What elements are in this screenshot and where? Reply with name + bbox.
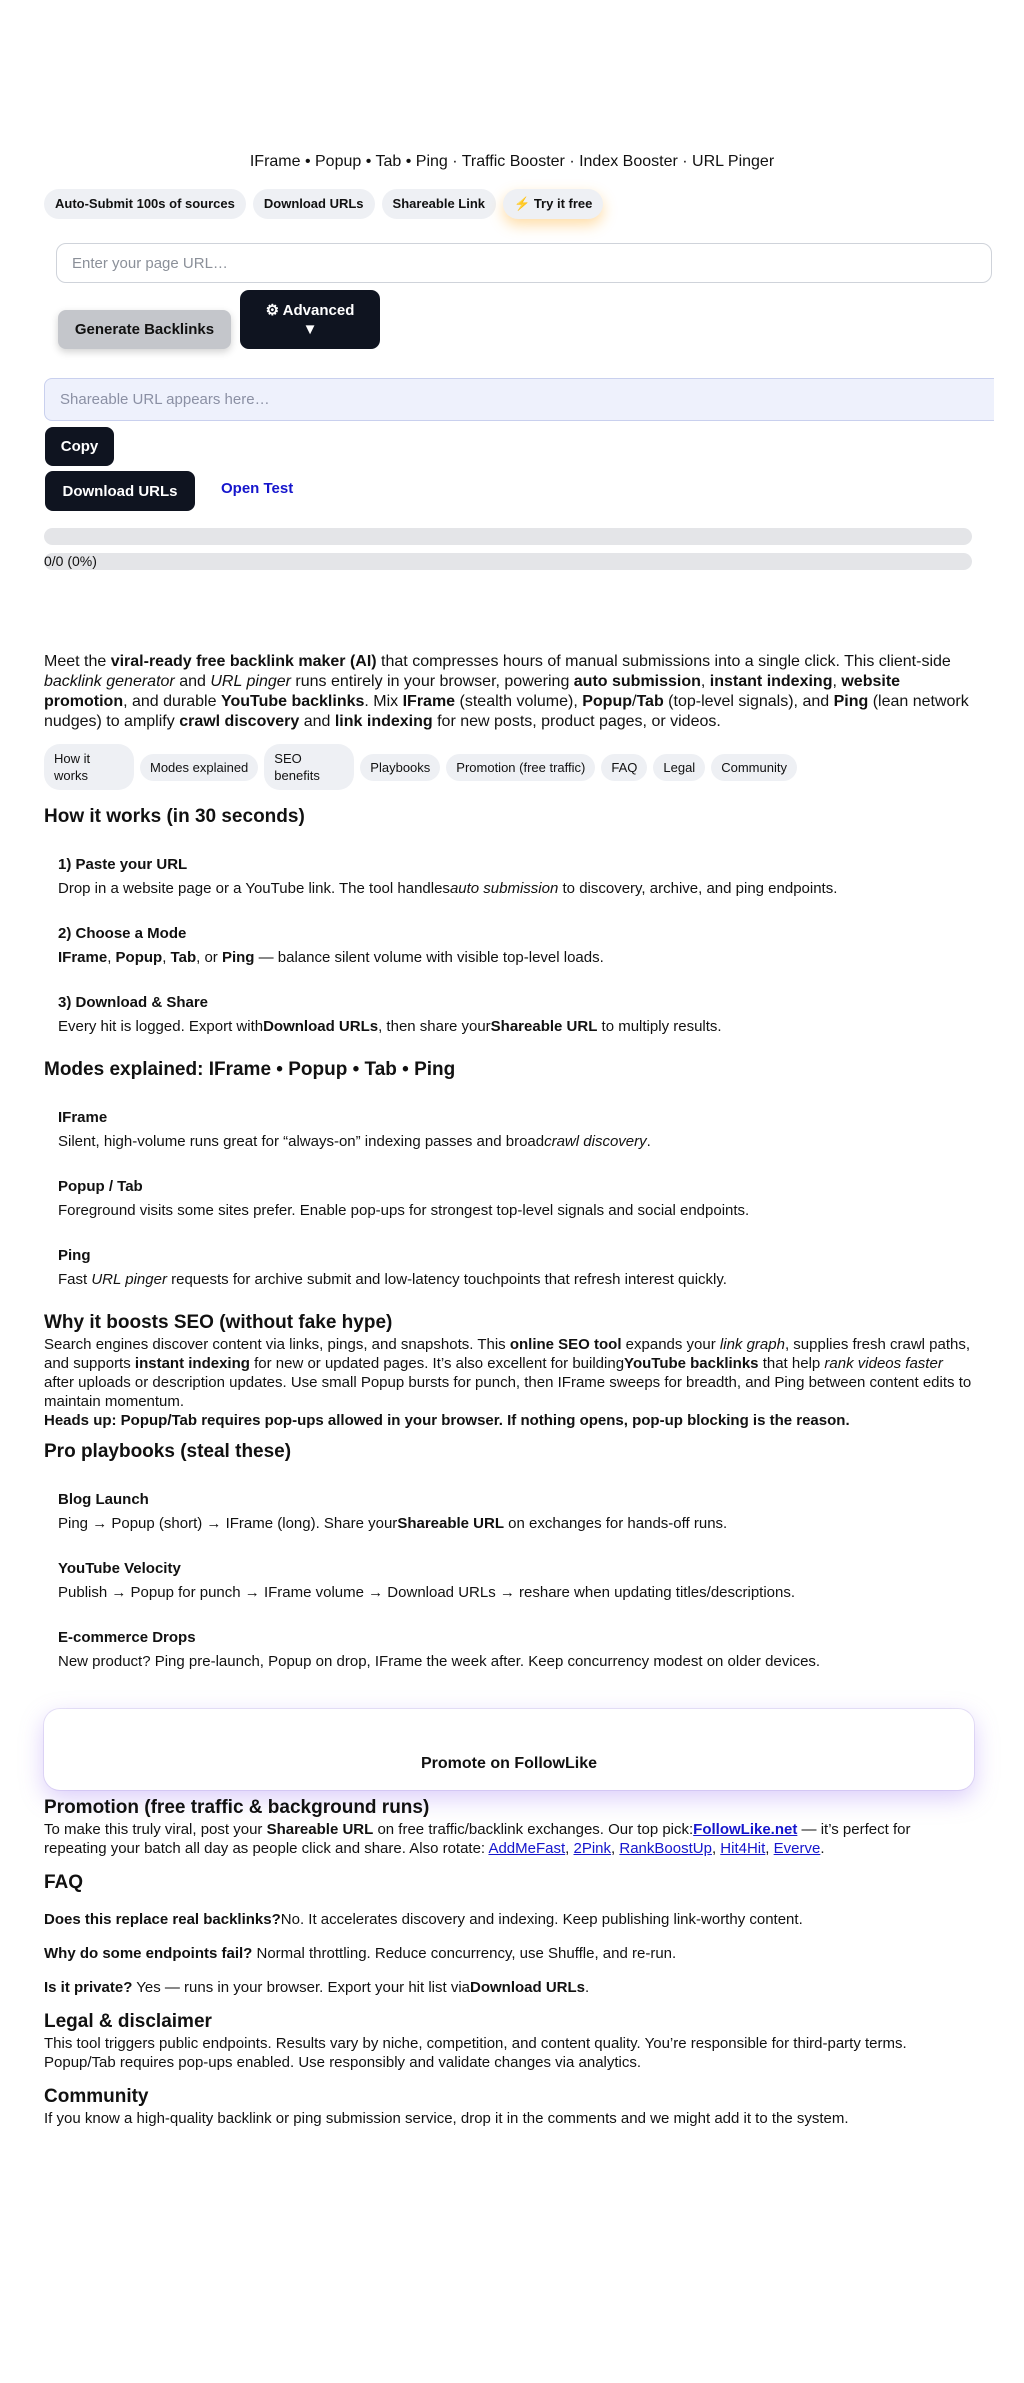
advanced-toggle-button[interactable] bbox=[240, 290, 380, 349]
faq-heading: FAQ bbox=[44, 1872, 84, 1893]
tab-seo-benefits[interactable]: SEO benefits bbox=[264, 744, 354, 790]
chip-shareable-link: Shareable Link bbox=[382, 189, 496, 219]
step-title: 2) Choose a Mode bbox=[58, 925, 187, 942]
article-content bbox=[44, 652, 974, 2128]
shareable-url-field[interactable] bbox=[44, 378, 994, 421]
tab-faq[interactable]: FAQ bbox=[601, 754, 647, 781]
tab-community[interactable]: Community bbox=[711, 754, 797, 781]
legal-paragraph: This tool triggers public endpoints. Results vary by niche, competition, and content quality. You’re responsible for third-party terms. Popup/Tab requires pop-ups enabled. Use responsibly and validate changes via analytics. bbox=[44, 2035, 907, 2071]
tab-promotion[interactable]: Promotion (free traffic) bbox=[446, 754, 595, 781]
playbook-title: E-commerce Drops bbox=[58, 1629, 196, 1646]
modes-heading: Modes explained: IFrame • Popup • Tab • Ping bbox=[44, 1059, 456, 1080]
addmefast-link[interactable]: AddMeFast bbox=[488, 1840, 566, 1857]
copy-button[interactable]: Copy bbox=[45, 427, 114, 466]
faq-item: Is it private? Yes — runs in your browser. Export your hit list viaDownload URLs. bbox=[44, 1979, 590, 1996]
hit4hit-link[interactable]: Hit4Hit bbox=[720, 1840, 766, 1857]
faq-item: Does this replace real backlinks?No. It accelerates discovery and indexing. Keep publishing link-worthy content. bbox=[44, 1911, 803, 1928]
how-it-works-heading: How it works (in 30 seconds) bbox=[44, 806, 305, 827]
promotion-heading: Promotion (free traffic & background runs) bbox=[44, 1797, 430, 1818]
progress-bar-secondary bbox=[44, 553, 972, 570]
chip-try-free[interactable]: ⚡ Try it free bbox=[503, 189, 603, 219]
playbook-card bbox=[58, 1490, 974, 1533]
page-tagline: IFrame • Popup • Tab • Ping · Traffic Booster · Index Booster · URL Pinger bbox=[249, 153, 775, 170]
chip-download-urls: Download URLs bbox=[253, 189, 375, 219]
step-card bbox=[58, 924, 974, 967]
seo-paragraph: Search engines discover content via links, pings, and snapshots. This online SEO tool expands your link graph, supplies fresh crawl paths, and supports instant indexing for new or updated pages. It’s also excellent for buildingYouTube backlinks that help rank videos faster after uploads or description updates. Use small Popup bursts for punch, then IFrame sweeps for breadth, and Ping between content edits to maintain momentum. bbox=[44, 1336, 972, 1410]
seo-heading: Why it boosts SEO (without fake hype) bbox=[44, 1312, 393, 1333]
chip-auto-submit: Auto-Submit 100s of sources bbox=[44, 189, 246, 219]
tab-playbooks[interactable]: Playbooks bbox=[360, 754, 440, 781]
mode-card bbox=[58, 1177, 974, 1220]
everve-link[interactable]: Everve bbox=[773, 1840, 821, 1857]
mode-title: Ping bbox=[58, 1247, 91, 1264]
2pink-link[interactable]: 2Pink bbox=[573, 1840, 612, 1857]
tab-modes-explained[interactable]: Modes explained bbox=[140, 754, 258, 781]
mode-title: IFrame bbox=[58, 1109, 108, 1126]
mode-card bbox=[58, 1246, 974, 1289]
mode-text: Fast URL pinger requests for archive submit and low-latency touchpoints that refresh interest quickly. bbox=[58, 1271, 727, 1288]
download-urls-button[interactable]: Download URLs bbox=[45, 471, 195, 511]
step-card bbox=[58, 993, 974, 1036]
step-title: 1) Paste your URL bbox=[58, 856, 188, 873]
generate-backlinks-button[interactable]: Generate Backlinks bbox=[58, 310, 231, 349]
community-paragraph: If you know a high-quality backlink or ping submission service, drop it in the comments and we might add it to the system. bbox=[44, 2110, 849, 2127]
legal-heading: Legal & disclaimer bbox=[44, 2011, 212, 2032]
step-title: 3) Download & Share bbox=[58, 994, 209, 1011]
tab-how-it-works[interactable]: How it works bbox=[44, 744, 134, 790]
playbook-title: Blog Launch bbox=[58, 1491, 149, 1508]
page-url-input[interactable] bbox=[56, 243, 992, 283]
tab-legal[interactable]: Legal bbox=[653, 754, 705, 781]
step-card bbox=[58, 855, 974, 898]
step-text: IFrame, Popup, Tab, or Ping — balance silent volume with visible top-level loads. bbox=[58, 949, 604, 966]
rankboostup-link[interactable]: RankBoostUp bbox=[619, 1840, 712, 1857]
progress-text: 0/0 (0%) bbox=[44, 553, 97, 569]
community-heading: Community bbox=[44, 2086, 149, 2107]
mode-title: Popup / Tab bbox=[58, 1178, 143, 1195]
faq-list bbox=[44, 1910, 974, 1997]
playbooks-heading: Pro playbooks (steal these) bbox=[44, 1441, 292, 1462]
step-text: Every hit is logged. Export withDownload URLs, then share yourShareable URL to multiply results. bbox=[58, 1018, 722, 1035]
chevron-down-icon: ▼ bbox=[302, 320, 318, 338]
followlike-link[interactable]: FollowLike.net bbox=[693, 1821, 798, 1838]
promotion-paragraph: To make this truly viral, post your Shareable URL on free traffic/backlink exchanges. Our top pick:FollowLike.net — it’s perfect for repeating your batch all day as people click and share. Also rotate: AddMeFast, 2Pink, RankBoostUp, Hit4Hit, Everve. bbox=[44, 1821, 911, 1857]
playbook-card bbox=[58, 1628, 974, 1671]
playbook-text: Publish → Popup for punch → IFrame volume → Download URLs → reshare when updating titles/descriptions. bbox=[58, 1584, 796, 1601]
mode-text: Silent, high-volume runs great for “always-on” indexing passes and broadcrawl discovery. bbox=[58, 1133, 651, 1150]
progress-bar-primary bbox=[44, 528, 972, 545]
feature-chips bbox=[44, 189, 603, 219]
section-tabs bbox=[44, 744, 974, 790]
mode-card bbox=[58, 1108, 974, 1151]
playbook-text: Ping → Popup (short) → IFrame (long). Share yourShareable URL on exchanges for hands-off runs. bbox=[58, 1515, 728, 1532]
mode-text: Foreground visits some sites prefer. Enable pop-ups for strongest top-level signals and social endpoints. bbox=[58, 1202, 750, 1219]
open-test-link[interactable]: Open Test bbox=[221, 480, 294, 497]
promote-followlike-card[interactable] bbox=[44, 1709, 974, 1790]
playbook-card bbox=[58, 1559, 974, 1602]
playbook-title: YouTube Velocity bbox=[58, 1560, 181, 1577]
playbook-text: New product? Ping pre-launch, Popup on drop, IFrame the week after. Keep concurrency modest on older devices. bbox=[58, 1653, 821, 1670]
step-text: Drop in a website page or a YouTube link. The tool handlesauto submission to discovery, archive, and ping endpoints. bbox=[58, 880, 838, 897]
popup-warning: Heads up: Popup/Tab requires pop-ups allowed in your browser. If nothing opens, pop-up blocking is the reason. bbox=[44, 1412, 850, 1429]
promote-followlike-label: Promote on FollowLike bbox=[420, 1755, 597, 1772]
faq-item: Why do some endpoints fail? Normal throttling. Reduce concurrency, use Shuffle, and re-run. bbox=[44, 1945, 677, 1962]
advanced-label: ⚙ Advanced bbox=[265, 301, 355, 319]
intro-paragraph: Meet the viral-ready free backlink maker (AI) that compresses hours of manual submissions into a single click. This client-side backlink generator and URL pinger runs entirely in your browser, powering auto submission, instant indexing, website promotion, and durable YouTube backlinks. Mix IFrame (stealth volume), Popup/Tab (top-level signals), and Ping (lean network nudges) to amplify crawl discovery and link indexing for new posts, product pages, or videos. bbox=[44, 653, 969, 730]
